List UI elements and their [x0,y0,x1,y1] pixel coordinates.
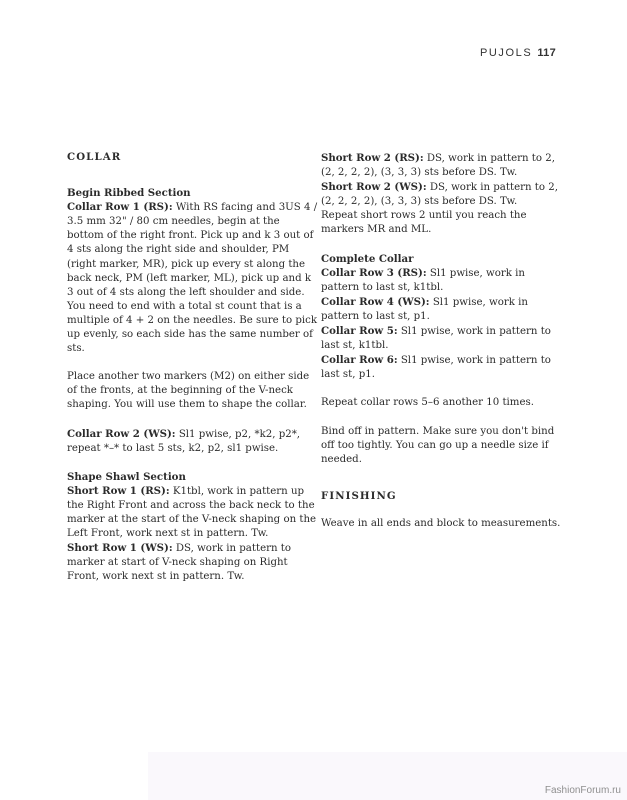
collar-row-5-text: Sl1 pwise, work in pattern to last st, k1tbl. [321,326,551,352]
collar-row-6-paragraph [321,353,566,382]
short-row-2-ws-paragraph [321,180,566,209]
complete-collar-subhead: Complete Collar [321,252,414,265]
collar-row-4-paragraph [321,295,566,324]
collar-row-3-text: Sl1 pwise, work in pattern to last st, k1tbl. [321,267,525,293]
collar-row-1-text: With RS facing and 3US 4 / 3.5 mm 32" / 80 cm needles, begin at the bottom of the right front. Pick up and k 3 out of 4 sts along the right side and shoulder, PM (right marker, MR), pick up every st along the back neck, PM (left marker, ML), pick up and k 3 out of 4 sts along the left shoulder and side. You need to end with a total st count that is a multiple of 4 + 2 on the needles. Be sure to pick up evenly, so each side has the same number of sts. [67,202,318,355]
running-header [480,47,556,59]
short-row-2-rs-label: Short Row 2 (RS): [321,152,424,164]
collar-row-3-label: Collar Row 3 (RS): [321,266,427,279]
collar-row-4-label: Collar Row 4 (WS): [321,295,430,308]
collar-heading: COLLAR [67,151,122,163]
watermark: FashionForum.ru [544,785,621,796]
collar-row-5-label: Collar Row 5: [321,325,398,338]
begin-ribbed-subhead: Begin Ribbed Section [67,187,191,200]
left-column [67,150,319,584]
short-row-1-ws-paragraph [67,541,319,584]
collar-row-1-label: Collar Row 1 (RS): [67,201,173,214]
repeat-collar-paragraph: Repeat collar rows 5–6 another 10 times. [321,397,534,409]
short-row-2-ws-label: Short Row 2 (WS): [321,181,427,194]
collar-row-4-text: Sl1 pwise, work in pattern to last st, p1. [321,296,528,322]
short-row-2-rs-paragraph [321,151,566,180]
collar-row-3-paragraph [321,266,566,295]
finishing-heading: FINISHING [321,489,397,502]
page-number: 117 [537,47,556,59]
short-row-1-ws-label: Short Row 1 (WS): [67,542,173,555]
markers-paragraph: Place another two markers (M2) on either side of the fronts, at the beginning of the V-neck shaping. You will use them to shape the collar. [67,371,310,411]
short-row-2-ws-text: DS, work in pattern to 2, (2, 2, 2, 2), (3, 3, 3) sts before DS. Tw. [321,182,558,208]
short-row-2-rs-text: DS, work in pattern to 2, (2, 2, 2, 2), (3, 3, 3) sts before DS. Tw. [321,153,555,179]
collar-row-2-label: Collar Row 2 (WS): [67,427,176,440]
collar-row-1-paragraph [67,200,319,356]
short-row-1-rs-paragraph [67,484,319,541]
repeat-short-rows-paragraph: Repeat short rows 2 until you reach the markers MR and ML. [321,210,527,236]
short-row-1-rs-text: K1tbl, work in pattern up the Right Front and across the back neck to the marker at the start of the V-neck shaping on the Left Front, work next st in pattern. Tw. [67,485,317,540]
right-column [321,151,566,531]
collar-row-2-text: Sl1 pwise, p2, *k2, p2*, repeat *–* to last 5 sts, k2, p2, sl1 pwise. [67,428,301,454]
finishing-paragraph: Weave in all ends and block to measurements. [321,517,561,529]
short-row-1-rs-label: Short Row 1 (RS): [67,484,170,497]
shape-shawl-subhead: Shape Shawl Section [67,470,186,483]
collar-row-2-paragraph [67,427,319,456]
header-title: PUJOLS [479,47,533,59]
collar-row-6-text: Sl1 pwise, work in pattern to last st, p1. [321,355,551,381]
collar-row-6-label: Collar Row 6: [321,354,398,367]
short-row-1-ws-text: DS, work in pattern to marker at start of V-neck shaping on Right Front, work next st in pattern. Tw. [67,543,291,583]
collar-row-5-paragraph [321,324,566,353]
bind-off-paragraph: Bind off in pattern. Make sure you don't bind off too tightly. You can go up a needle size if needed. [321,425,555,465]
